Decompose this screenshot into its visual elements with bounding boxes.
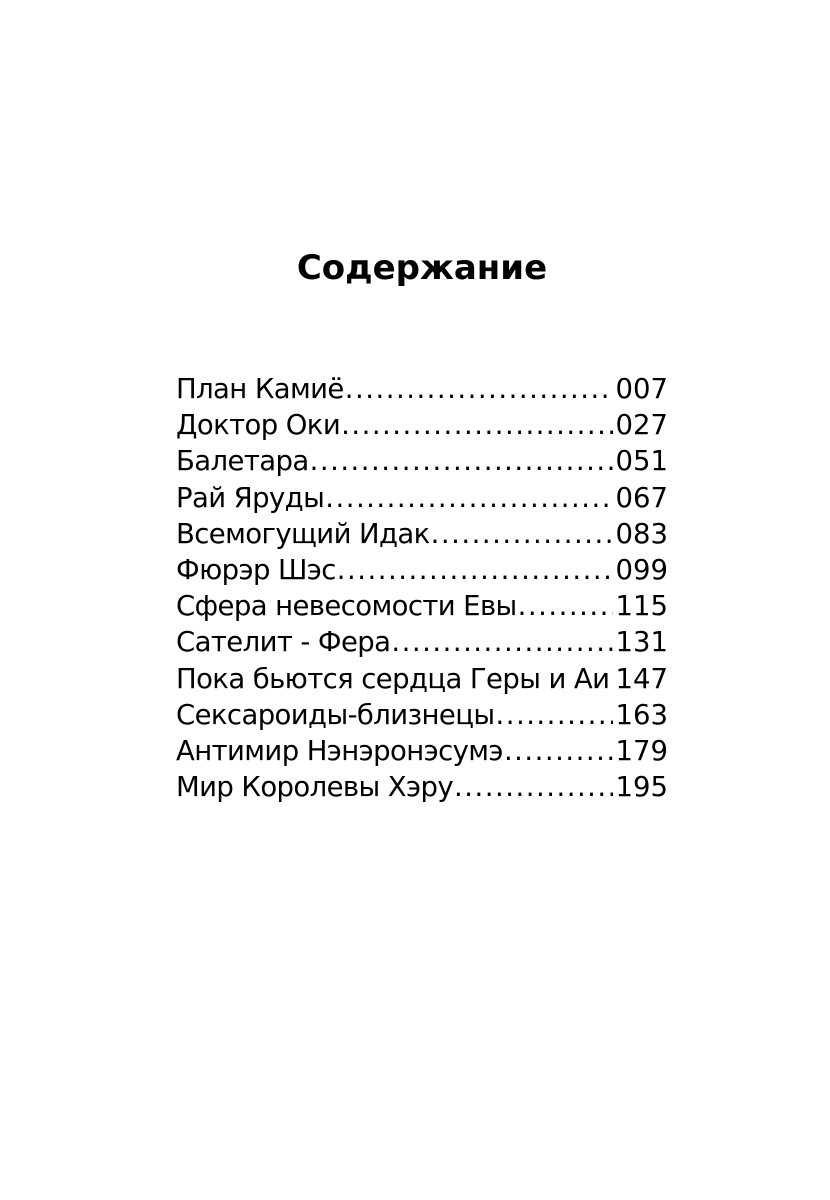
toc-entry-title: Всемогущий Идак xyxy=(176,517,430,550)
toc-dot-leader xyxy=(391,624,612,660)
toc-dot-leader xyxy=(431,516,613,552)
toc-entry xyxy=(176,552,668,588)
toc-entry-title: Сексароиды-близнецы xyxy=(176,698,495,731)
toc-entry xyxy=(176,516,668,552)
toc-entry-title: Сателит - Фера xyxy=(176,626,391,659)
toc-dot-leader xyxy=(341,407,612,443)
toc-entry-title: Фюрэр Шэс xyxy=(176,553,336,586)
toc-entry-title: Сфера невесомости Евы xyxy=(176,590,517,623)
toc-entry-title: Пока бьются сердца Геры и Аи xyxy=(176,662,610,695)
toc-dot-leader xyxy=(495,697,612,733)
toc-entry-title: Антимир Нэнэронэсумэ xyxy=(176,734,503,767)
toc-entry xyxy=(176,407,668,443)
toc-dot-leader xyxy=(504,733,613,769)
toc-entry xyxy=(176,480,668,516)
toc-page-number: 131 xyxy=(615,626,668,659)
toc-entry xyxy=(176,661,668,697)
toc-dot-leader xyxy=(454,769,612,805)
page-title: Содержание xyxy=(296,248,548,288)
toc-dot-leader xyxy=(518,588,613,624)
toc-dot-leader xyxy=(610,661,612,697)
toc-entry xyxy=(176,588,668,624)
toc-page-number: 179 xyxy=(615,734,668,767)
toc-entry xyxy=(176,443,668,479)
toc-entry-title: План Камиё xyxy=(176,373,344,405)
toc-entry xyxy=(176,697,668,733)
toc-page-number: 083 xyxy=(615,517,668,550)
toc-entry-title: Балетара xyxy=(176,445,309,478)
toc-page-number: 051 xyxy=(615,445,668,478)
toc-page-number: 007 xyxy=(615,373,668,405)
toc-page-number: 147 xyxy=(615,662,668,695)
toc-entry xyxy=(176,624,668,660)
table-of-contents xyxy=(176,371,668,805)
toc-dot-leader xyxy=(345,371,613,407)
toc-page-number: 067 xyxy=(615,481,668,514)
toc-dot-leader xyxy=(325,480,612,516)
toc-entry-title: Доктор Оки xyxy=(176,409,341,442)
toc-dot-leader xyxy=(337,552,613,588)
toc-page-number: 115 xyxy=(615,590,668,623)
toc-entry xyxy=(176,371,668,407)
toc-dot-leader xyxy=(310,443,613,479)
toc-page-number: 027 xyxy=(615,409,668,442)
toc-entry xyxy=(176,769,668,805)
toc-page-number: 099 xyxy=(615,553,668,586)
toc-entry-title: Мир Королевы Хэру xyxy=(176,771,454,804)
toc-entry xyxy=(176,733,668,769)
toc-entry-title: Рай Яруды xyxy=(176,481,325,514)
toc-page-number: 195 xyxy=(615,771,668,804)
toc-page-number: 163 xyxy=(615,698,668,731)
